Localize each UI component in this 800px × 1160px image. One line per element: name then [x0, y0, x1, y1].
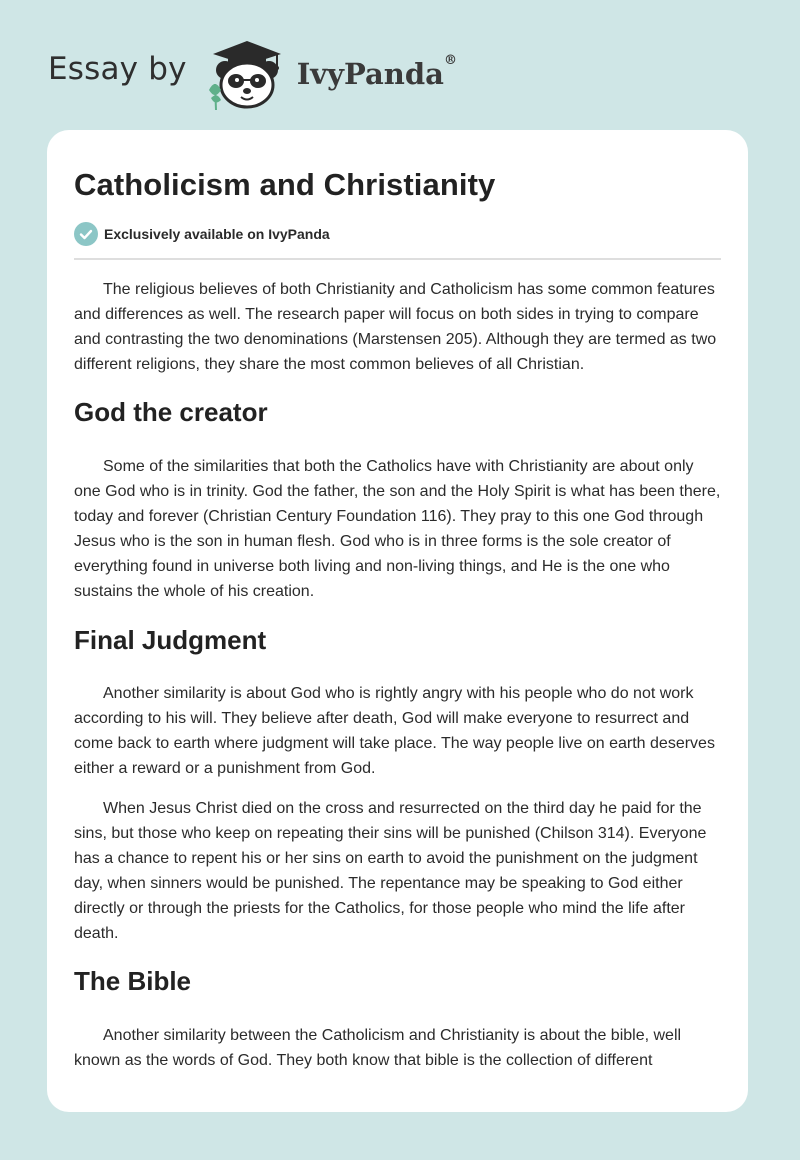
brand-header [48, 34, 457, 112]
article-title: Catholicism and Christianity [74, 167, 496, 202]
section-paragraph: Some of the similarities that both the Catholics have with Christianity are about only one God who is in trinity. God the father, the son and the Holy Spirit is what has been there, today and forever (Christian Century Foundation 116). They pray to this one God through Jesus who is the son in human flesh. God who is in three forms is the sole creator of everything found in universe both living and non-living things, and He is the one who sustains the whole of his creation. [74, 458, 721, 600]
brand-name[interactable]: IvyPanda® [296, 53, 457, 91]
section-heading: God the creator [74, 397, 268, 427]
check-circle-icon [74, 222, 98, 246]
article-body [74, 277, 721, 1073]
section-paragraph: When Jesus Christ died on the cross and resurrected on the third day he paid for the sins, but those who keep on repeating their sins will be punished (Chilson 314). Everyone has a chance to repent his or her sins on earth to avoid the punishment on the judgment day, when sinners would be punished. The repentance may be speaking to God either directly or through the priests for the Catholics, for those people who mind the life after death. [74, 800, 707, 942]
section-paragraph: Another similarity between the Catholicism and Christianity is about the bible, well known as the words of God. They both know that bible is the collection of different [74, 1027, 682, 1069]
brand-prefix: Essay by [48, 51, 187, 87]
section-paragraph: Another similarity is about God who is rightly angry with his people who do not work according to his will. They believe after death, God will make everyone to resurrect and come back to earth where judgment will take place. The way people live on earth deserves either a reward or a punishment from God. [74, 685, 715, 777]
article-card [47, 130, 748, 1112]
section-heading: Final Judgment [74, 625, 267, 655]
intro-paragraph: The religious believes of both Christianity and Catholicism has some common features and differences as well. The research paper will focus on both sides in trying to compare and contrasting the two denominations (Marstensen 205). Although they are termed as two different religions, they share the most common believes of all Christian. [74, 281, 717, 373]
registered-mark: ® [443, 53, 457, 68]
section-heading: The Bible [74, 966, 192, 996]
exclusive-badge [74, 222, 721, 260]
exclusive-text: Exclusively available on IvyPanda [104, 226, 330, 242]
panda-graduate-icon[interactable] [201, 34, 297, 112]
